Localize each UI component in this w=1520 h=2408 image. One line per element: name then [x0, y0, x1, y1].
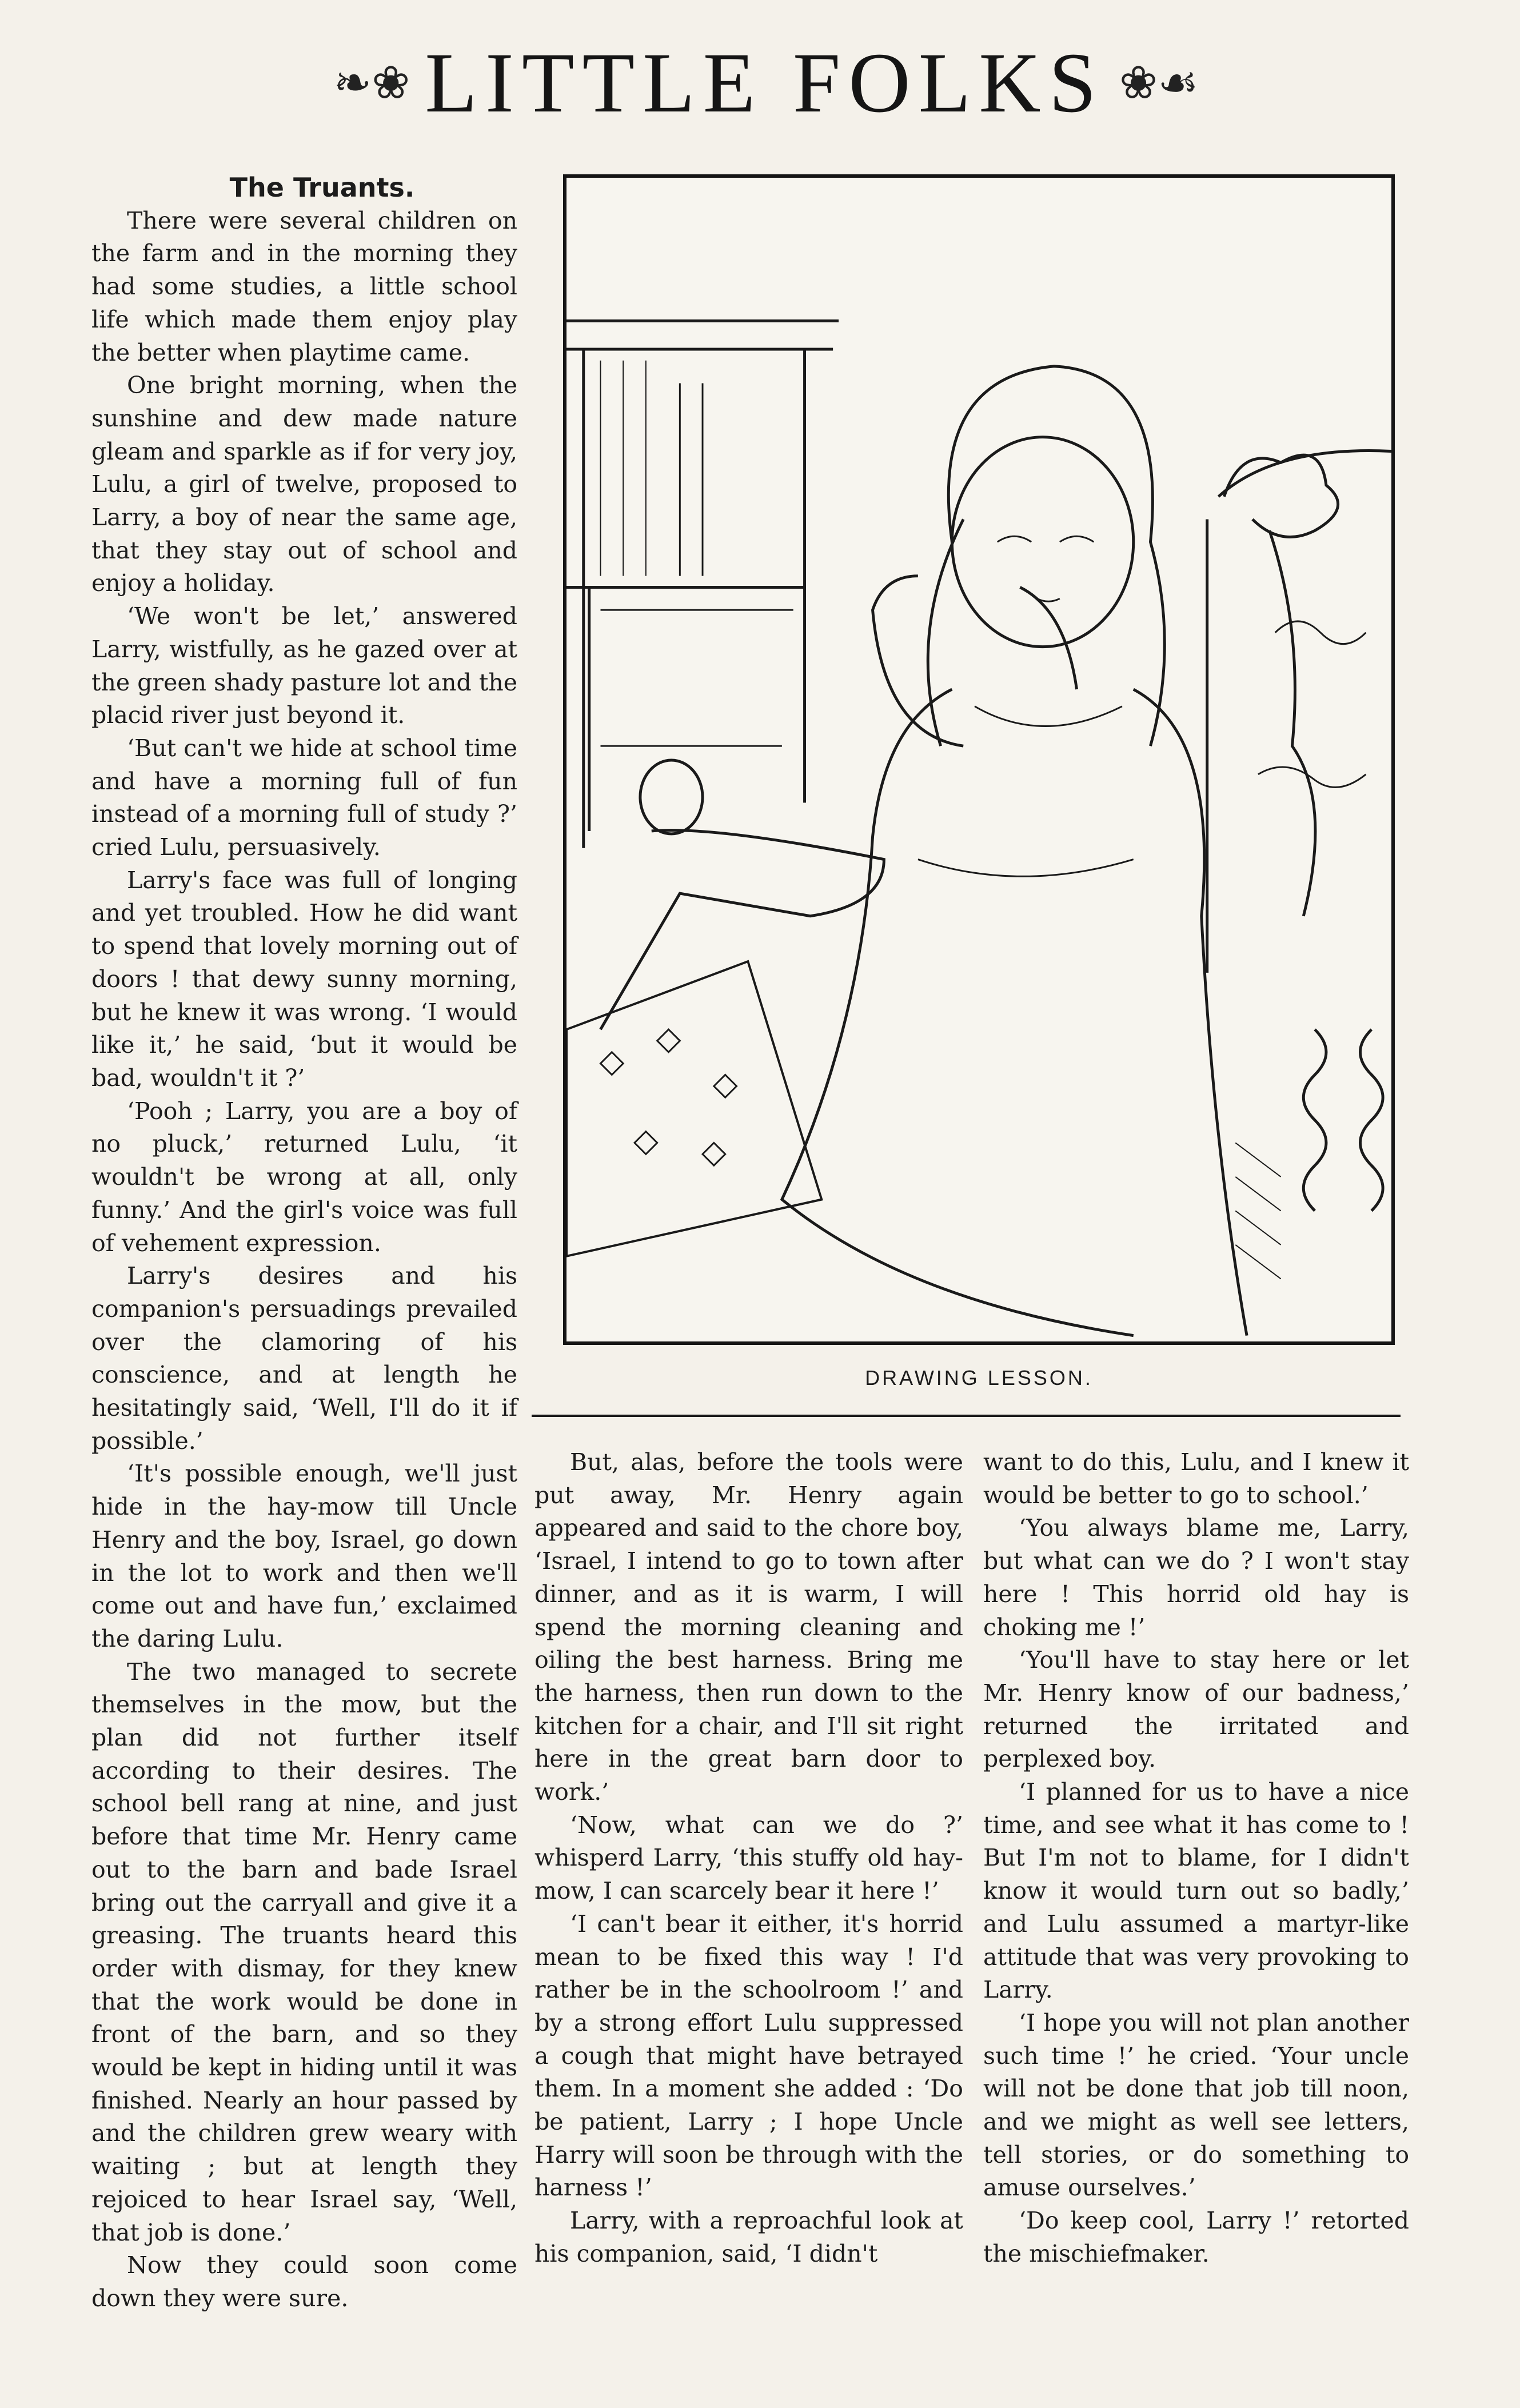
left-ornament-icon: ❧❀ — [333, 56, 410, 109]
paragraph: ‘Do keep cool, Larry !’ retorted the mischiefmaker. — [983, 2207, 1409, 2267]
paragraph: There were several children on the farm and in the morning they had some studies, a little school life which made them enjoy play the better when playtime came. — [91, 206, 517, 366]
paragraph: ‘You'll have to stay here or let Mr. Henry know of our badness,’ returned the irritated and perplexed boy. — [983, 1646, 1409, 1773]
girl-with-doll-illustration — [566, 178, 1391, 1341]
paragraph: Larry's desires and his companion's persuadings prevailed over the clamoring of his conscience, and at length he hesitatingly said, ‘Well, I'll do it if possible.’ — [91, 1262, 517, 1455]
paragraph: ‘We won't be let,’ answered Larry, wistfully, as he gazed over at the green shady pasture lot and the placid river just beyond it. — [91, 602, 517, 729]
story-column-3 — [983, 1446, 1409, 2271]
paragraph: Larry, with a reproachful look at his companion, said, ‘I didn't — [534, 2207, 963, 2267]
paragraph: But, alas, before the tools were put away, Mr. Henry again appeared and said to the chore boy, ‘Israel, I intend to go to town after dinner, and as it is warm, I will spend the morning cleaning and oiling the best harness. Bring me the harness, then run down to the kitchen for a chair, and I'll sit right here in the great barn door to work.’ — [534, 1448, 963, 1806]
section-divider — [532, 1415, 1401, 1417]
paragraph: ‘You always blame me, Larry, but what can we do ? I won't stay here ! This horrid old hay is choking me !’ — [983, 1514, 1409, 1641]
paragraph: ‘I planned for us to have a nice time, and see what it has come to ! But I'm not to blame, for I didn't know it would turn out so badly,’ and Lulu assumed a martyr-like attitude that was very provoking to Larry. — [983, 1778, 1409, 2004]
illustration-drawing-lesson — [563, 174, 1395, 1345]
paragraph: Now they could soon come down they were sure. — [91, 2251, 517, 2312]
paragraph: One bright morning, when the sunshine and dew made nature gleam and sparkle as if for very joy, Lulu, a girl of twelve, proposed to Larry, a boy of near the same age, that they stay out of school and enjoy a holiday. — [91, 372, 517, 597]
masthead — [320, 29, 1212, 137]
right-ornament-icon: ❀☙ — [1119, 56, 1199, 109]
paragraph: ‘Now, what can we do ?’ whisperd Larry, ‘this stuffy old hay-mow, I can scarcely bear it here !’ — [534, 1811, 963, 1905]
story-column-1 — [91, 171, 517, 2315]
paragraph: Larry's face was full of longing and yet troubled. How he did want to spend that lovely morning out of doors ! that dewy sunny morning, but he knew it was wrong. ‘I would like it,’ he said, ‘but it would be bad, wouldn't it ?’ — [91, 866, 517, 1092]
paragraph: ‘I hope you will not plan another such time !’ he cried. ‘Your uncle will not be done that job till noon, and we might as well see letters, tell stories, or do something to amuse ourselves.’ — [983, 2008, 1409, 2202]
page-title: LITTLE FOLKS — [425, 35, 1104, 130]
paragraph: want to do this, Lulu, and I knew it would be better to go to school.’ — [983, 1448, 1409, 1509]
paragraph: ‘It's possible enough, we'll just hide in the hay-mow till Uncle Henry and the boy, Israel, go down in the lot to work and then we'll come out and have fun,’ exclaimed the daring Lulu. — [91, 1460, 517, 1652]
illustration-caption: DRAWING LESSON. — [865, 1366, 1093, 1389]
story-column-2 — [534, 1446, 963, 2271]
paragraph: The two managed to secrete themselves in the mow, but the plan did not further itself according to their desires. The school bell rang at nine, and just before that time Mr. Henry came out to the barn and bade Israel bring out the carryall and give it a greasing. The truants heard this order with dismay, for they knew that the work would be done in front of the barn, and so they would be kept in hiding until it was finished. Nearly an hour passed by and the children grew weary with waiting ; but at length they rejoiced to hear Israel say, ‘Well, that job is done.’ — [91, 1658, 517, 2246]
paragraph: ‘Pooh ; Larry, you are a boy of no pluck,’ returned Lulu, ‘it wouldn't be wrong at all, only funny.’ And the girl's voice was full of vehement expression. — [91, 1097, 517, 1257]
paragraph: ‘I can't bear it either, it's horrid mean to be fixed this way ! I'd rather be in the schoolroom !’ and by a strong effort Lulu suppressed a cough that might have betrayed them. In a moment she added : ‘Do be patient, Larry ; I hope Uncle Harry will soon be through with the harness !’ — [534, 1910, 963, 2202]
paragraph: ‘But can't we hide at school time and have a morning full of fun instead of a morning full of study ?’ cried Lulu, persuasively. — [91, 734, 517, 861]
story-title: The Truants. — [229, 172, 415, 203]
